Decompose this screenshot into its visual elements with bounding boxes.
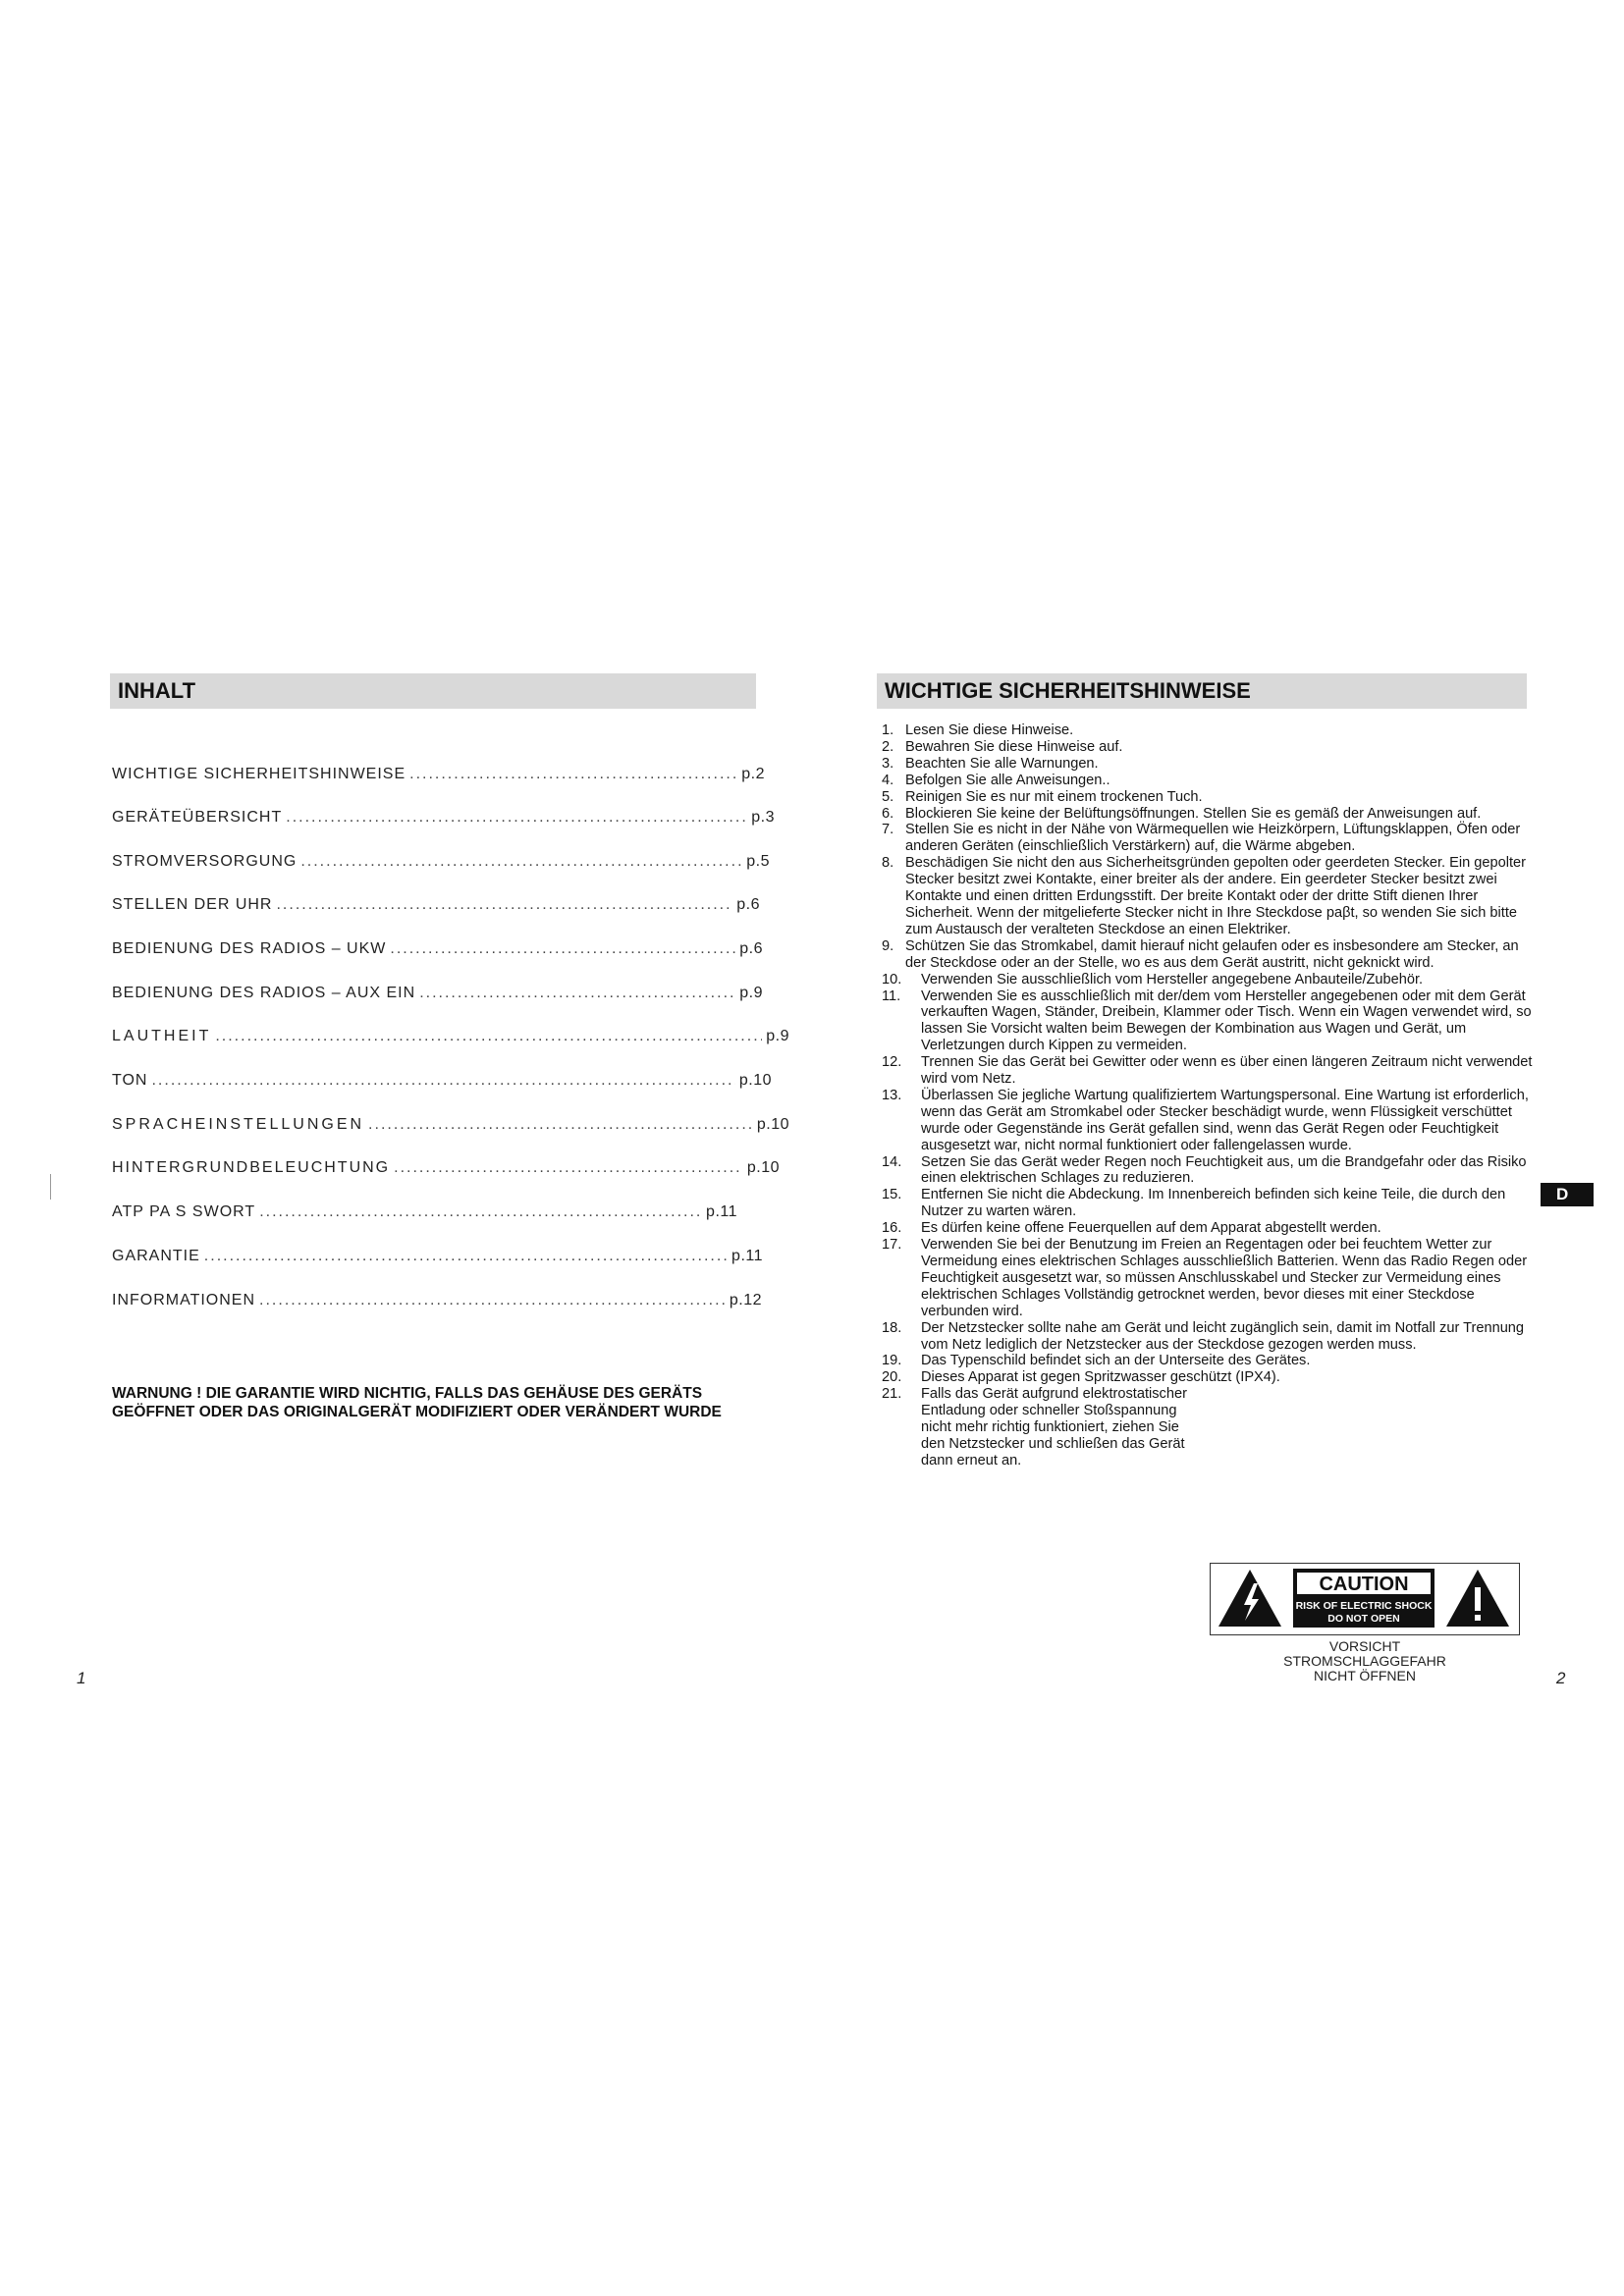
item-number: 7.: [882, 822, 894, 838]
toc-leader-dots: [286, 809, 747, 827]
list-item: [882, 972, 1540, 988]
item-number: 10.: [882, 971, 902, 988]
list-item: [882, 773, 1540, 789]
item-text: Beschädigen Sie nicht den aus Sicherheitsgründen gepolten oder geerdeten Stecker. Ein gepolter Stecker besitzt zwei Kontakte, einer breiter als der andere. Ein geerdeter Stecker besitzt zwei Kontakte und einen dritten Erdungsstift. Der breite Kontakt oder der dritte Stift dienen Ihrer Sicherheit. Wenn der mitgelieferte Stecker nicht in Ihre Steckdose paβt, so wenden Sie sich bitte zum Austausch der veralteten Steckdose an einen Elektriker.: [905, 855, 1527, 937]
list-item: [882, 1054, 1540, 1088]
toc-leader-dots: [390, 940, 735, 958]
toc-leader-dots: [215, 1028, 762, 1045]
caution-line-2: DO NOT OPEN: [1327, 1613, 1400, 1625]
list-item: [882, 1220, 1540, 1237]
list-item: [882, 1088, 1540, 1154]
item-number: 6.: [882, 805, 894, 822]
toc-entry-page: p.10: [738, 1072, 772, 1089]
toc-leader-dots: [419, 985, 735, 1002]
toc-entry: [112, 896, 760, 914]
safety-title: WICHTIGE SICHERHEITSHINWEISE: [877, 673, 1527, 709]
item-text: Verwenden Sie ausschließlich vom Hersteller angegebene Anbauteile/Zubehör.: [921, 971, 1424, 988]
toc-entry: [112, 1203, 737, 1221]
caution-title: CAUTION: [1319, 1574, 1409, 1595]
toc-entry: [112, 1292, 762, 1309]
toc-title: INHALT: [110, 673, 756, 709]
toc-entry-label: GERÄTEÜBERSICHT: [112, 809, 283, 826]
caption-line: VORSICHT: [1328, 1638, 1401, 1654]
list-item: [882, 1386, 1540, 1469]
toc-entry-page: p.9: [739, 985, 763, 1001]
item-number: 21.: [882, 1386, 902, 1403]
toc-entry-page: p.12: [729, 1292, 762, 1308]
toc-entry: [112, 766, 765, 783]
item-number: 4.: [882, 772, 894, 788]
toc-entry: [112, 940, 763, 958]
list-item: [882, 739, 1540, 756]
toc-entry-page: p.3: [751, 809, 775, 826]
item-number: 5.: [882, 788, 894, 805]
item-number: 15.: [882, 1187, 902, 1203]
item-text: Stellen Sie es nicht in der Nähe von Wärmequellen wie Heizkörpern, Lüftungsklappen, Öfen oder anderen Geräten (einschließlich Verstärkern) auf, die Wärme abgeben.: [905, 822, 1521, 855]
item-number: 9.: [882, 937, 894, 954]
item-text: Überlassen Sie jegliche Wartung qualifiziertem Wartungspersonal. Eine Wartung ist erforderlich, wenn das Gerät am Stromkabel oder Stecker beschädigt wurde, wenn Flüssigkeit verschüttet wurde oder Gegenstände ins Gerät gefallen sind, wenn das Gerät Regen oder Feuchtigkeit ausgesetzt war, nicht normal funktioniert oder fallengelassen wurde.: [921, 1087, 1529, 1153]
list-item: [882, 789, 1540, 806]
list-item: [882, 722, 1540, 739]
item-text: Das Typenschild befindet sich an der Unterseite des Gerätes.: [921, 1353, 1311, 1369]
item-text: Blockieren Sie keine der Belüftungsöffnungen. Stellen Sie es gemäß der Anweisungen auf.: [905, 805, 1482, 822]
item-text: Der Netzstecker sollte nahe am Gerät und leicht zugänglich sein, damit im Notfall zur Trennung vom Netz lediglich der Netzstecker aus der Steckdose gezogen werden muss.: [921, 1319, 1525, 1353]
toc-leader-dots: [394, 1159, 743, 1177]
toc-entry: [112, 985, 763, 1002]
toc-leader-dots: [409, 766, 737, 783]
item-number: 8.: [882, 855, 894, 872]
exclamation-warning-icon: [1446, 1570, 1509, 1627]
toc-entry-label: INFORMATIONEN: [112, 1292, 256, 1308]
list-item: [882, 756, 1540, 773]
item-text: Beachten Sie alle Warnungen.: [905, 755, 1099, 772]
language-tab: D: [1541, 1183, 1594, 1206]
list-item: [882, 1187, 1540, 1220]
toc-entry-label: HINTERGRUNDBELEUCHTUNG: [112, 1159, 391, 1176]
lightning-warning-icon: [1218, 1570, 1281, 1627]
item-text: Lesen Sie diese Hinweise.: [905, 722, 1074, 738]
item-number: 19.: [882, 1353, 902, 1369]
list-item: [882, 1237, 1540, 1320]
caution-line-1: RISK OF ELECTRIC SHOCK: [1295, 1600, 1433, 1612]
page-number-left: 1: [77, 1669, 86, 1687]
item-text: Entfernen Sie nicht die Abdeckung. Im Innenbereich befinden sich keine Teile, die durch den Nutzer zu warten wären.: [921, 1187, 1506, 1220]
item-text: Dieses Apparat ist gegen Spritzwasser geschützt (IPX4).: [921, 1369, 1280, 1386]
toc-entry-label: TON: [112, 1072, 148, 1089]
item-number: 16.: [882, 1220, 902, 1237]
toc-leader-dots: [300, 853, 742, 871]
toc-leader-dots: [151, 1072, 734, 1090]
toc-entry-label: ATP PA S SWORT: [112, 1203, 256, 1220]
toc-entry-page: p.11: [706, 1203, 737, 1220]
item-number: 13.: [882, 1087, 902, 1103]
toc-entry: [112, 1116, 789, 1134]
item-text: Verwenden Sie bei der Benutzung im Freien an Regentagen oder bei feuchtem Wetter zur Vermeidung eines elektrischen Schlages ausschließlich Batterien. Wenn das Radio Regen oder Feuchtigkeit ausgesetzt war, so müssen Anschlusskabel und Stecker zur Vermeidung eines elektrischen Schlages Vollständig getrocknet werden, bevor dieses mit einer Steckdose verbunden wird.: [921, 1237, 1528, 1319]
list-item: [882, 855, 1540, 938]
toc-entry-label: SPRACHEINSTELLUNGEN: [112, 1116, 365, 1133]
item-text: Falls das Gerät aufgrund elektrostatischer Entladung oder schneller Stoßspannung nicht mehr richtig funktioniert, ziehen Sie den Netzstecker und schließen das Gerät dann erneut an.: [921, 1386, 1187, 1468]
item-number: 1.: [882, 722, 894, 738]
item-text: Reinigen Sie es nur mit einem trockenen Tuch.: [905, 788, 1203, 805]
toc-leader-dots: [368, 1116, 753, 1134]
toc-entry-page: p.6: [736, 896, 760, 913]
warranty-warning: WARNUNG ! DIE GARANTIE WIRD NICHTIG, FALLS DAS GEHÄUSE DES GERÄTS GEÖFFNET ODER DAS ORIGINALGERÄT MODIFIZIERT ODER VERÄNDERT WURDE: [112, 1385, 722, 1420]
list-item: [882, 1353, 1540, 1369]
toc-entry-label: WICHTIGE SICHERHEITSHINWEISE: [112, 766, 406, 782]
toc-entry-page: p.5: [746, 853, 770, 870]
item-text: Es dürfen keine offene Feuerquellen auf dem Apparat abgestellt werden.: [921, 1220, 1381, 1237]
list-item: [882, 1154, 1540, 1188]
toc-entry: [112, 809, 775, 827]
toc-entry-label: STROMVERSORGUNG: [112, 853, 298, 870]
toc-entry-page: p.10: [756, 1116, 789, 1133]
item-number: 3.: [882, 755, 894, 772]
safety-instructions-list: [882, 722, 1540, 1469]
toc-entry: [112, 1159, 780, 1177]
toc-leader-dots: [259, 1203, 702, 1221]
caution-caption: [1210, 1639, 1520, 1683]
toc-entry-label: BEDIENUNG DES RADIOS – UKW: [112, 940, 387, 957]
caption-line: NICHT ÖFFNEN: [1314, 1668, 1416, 1683]
toc-entry: [112, 1072, 772, 1090]
list-item: [882, 806, 1540, 823]
item-text: Befolgen Sie alle Anweisungen..: [905, 772, 1110, 788]
toc-leader-dots: [204, 1248, 728, 1265]
toc-entry-page: p.2: [741, 766, 765, 782]
item-text: Setzen Sie das Gerät weder Regen noch Feuchtigkeit aus, um die Brandgefahr oder das Risiko einen elektrischen Schlages zu reduzieren.: [921, 1153, 1527, 1187]
item-number: 12.: [882, 1054, 902, 1071]
item-number: 18.: [882, 1319, 902, 1336]
page-number-right: 2: [1556, 1669, 1566, 1687]
toc-leader-dots: [259, 1292, 726, 1309]
item-text: Schützen Sie das Stromkabel, damit hierauf nicht gelaufen oder es insbesondere am Stecker, an der Steckdose oder an der Stelle, wo es aus dem Gerät austritt, nicht geknickt wird.: [905, 937, 1519, 971]
toc-leader-dots: [276, 896, 732, 914]
item-text: Verwenden Sie es ausschließlich mit der/dem vom Hersteller angegebenen oder mit dem Gerät verkauften Wagen, Ständer, Dreibein, Klammer oder Tisch. Wenn ein Wagen verwendet wird, so lassen Sie Vorsicht walten beim Bewegen der Kombination aus Wagen und Gerät, um Verletzungen durch Kippen zu vermeiden.: [921, 988, 1532, 1054]
item-number: 14.: [882, 1153, 902, 1170]
toc-entry: [112, 1028, 789, 1045]
item-text: Trennen Sie das Gerät bei Gewitter oder wenn es über einen längeren Zeitraum nicht verwendet wird vom Netz.: [921, 1054, 1533, 1088]
toc-entry: [112, 853, 770, 871]
item-number: 20.: [882, 1369, 902, 1386]
toc-entry-page: p.9: [766, 1028, 789, 1044]
item-number: 17.: [882, 1237, 902, 1254]
toc-entry-page: p.6: [739, 940, 763, 957]
list-item: [882, 938, 1540, 972]
item-number: 11.: [882, 988, 901, 1004]
toc-entry-label: LAUTHEIT: [112, 1028, 212, 1044]
list-item: [882, 988, 1540, 1055]
margin-mark: [50, 1174, 51, 1200]
toc-entry-label: BEDIENUNG DES RADIOS – AUX EIN: [112, 985, 416, 1001]
toc-entry: [112, 1248, 763, 1265]
item-text: Bewahren Sie diese Hinweise auf.: [905, 738, 1123, 755]
list-item: [882, 1369, 1540, 1386]
list-item: [882, 1320, 1540, 1354]
list-item: [882, 822, 1540, 855]
caution-label: [1210, 1563, 1520, 1635]
toc-entry-page: p.10: [746, 1159, 780, 1176]
caption-line: STROMSCHLAGGEFAHR: [1283, 1653, 1446, 1669]
item-number: 2.: [882, 738, 894, 755]
toc-entry-label: STELLEN DER UHR: [112, 896, 273, 913]
toc-entry-page: p.11: [731, 1248, 763, 1264]
toc-entry-label: GARANTIE: [112, 1248, 200, 1264]
